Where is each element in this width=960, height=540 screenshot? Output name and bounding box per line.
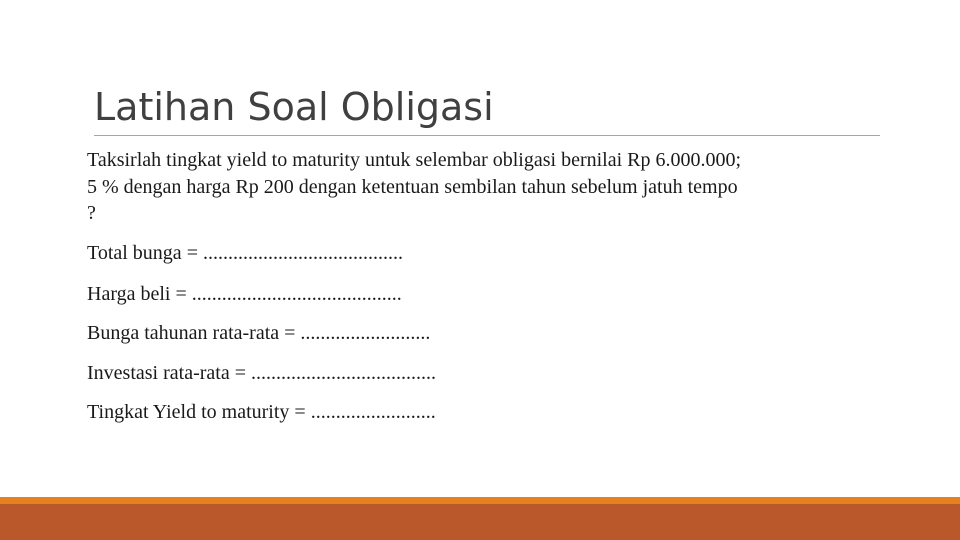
footer-accent-band (0, 497, 960, 504)
question-line: ? (87, 202, 96, 224)
title-divider (94, 135, 880, 136)
question-text (87, 147, 879, 227)
question-line: Taksirlah tingkat yield to maturity untuk selembar obligasi bernilai Rp 6.000.000; (87, 149, 742, 171)
answer-harga-beli: Harga beli = .......................................... (87, 283, 402, 305)
footer-band (0, 504, 960, 540)
slide-title: Latihan Soal Obligasi (94, 85, 494, 129)
answer-total-bunga: Total bunga = ........................................ (87, 242, 403, 264)
question-line: 5 % dengan harga Rp 200 dengan ketentuan sembilan tahun sebelum jatuh tempo (87, 175, 738, 198)
answer-yield-to-maturity: Tingkat Yield to maturity = ......................... (87, 401, 436, 423)
answer-bunga-tahunan: Bunga tahunan rata-rata = .......................... (87, 322, 431, 344)
answer-investasi-rata-rata: Investasi rata-rata = ..................................... (87, 362, 436, 384)
